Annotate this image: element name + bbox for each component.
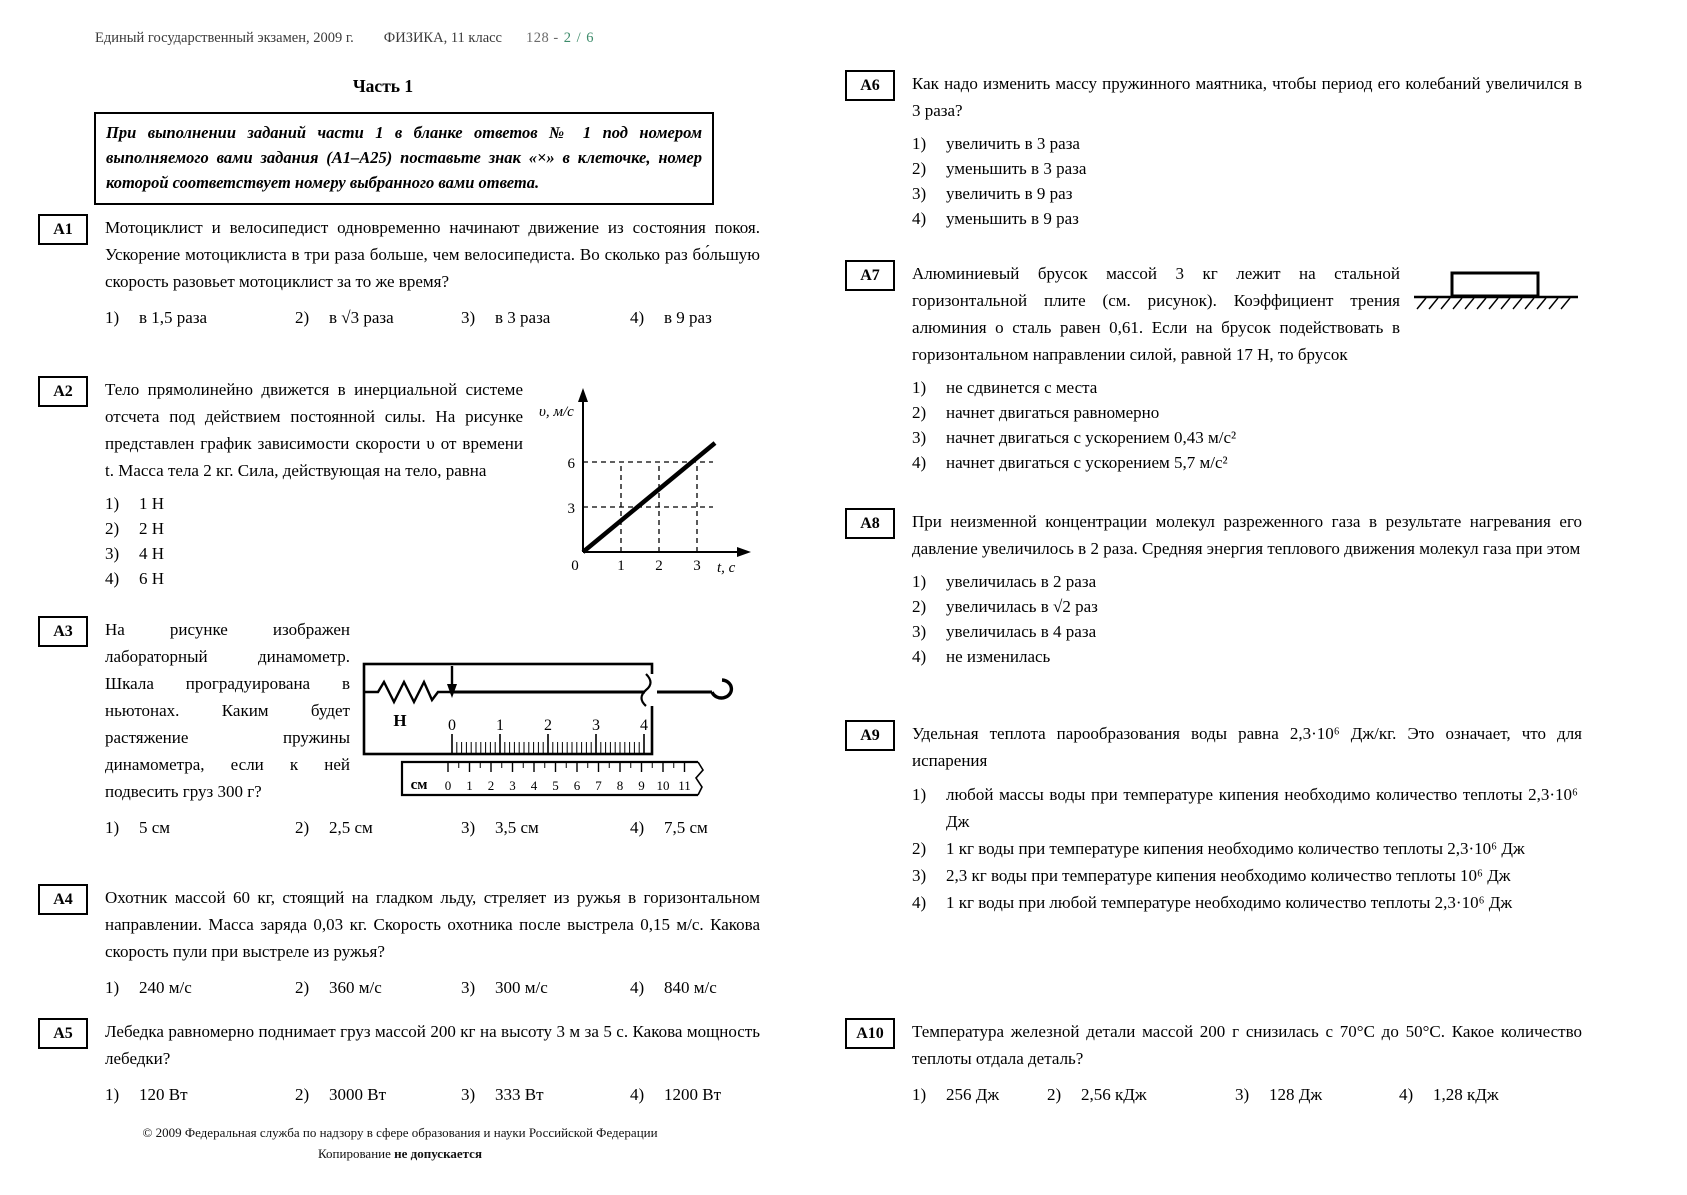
question-a2-text: Тело прямолинейно движется в инерциальной системе отсчета под действием постоянной силы. На рисунке представлен график зависимости скорости υ от времени t. Масса тела 2 кг. Сила, действующая на тело, равна bbox=[105, 380, 523, 480]
option-number: 3) bbox=[912, 622, 927, 641]
option bbox=[912, 594, 1582, 619]
option-number: 1) bbox=[105, 1085, 120, 1104]
question-a8 bbox=[845, 508, 1582, 669]
option-number: 1) bbox=[105, 978, 120, 997]
option-number: 4) bbox=[1399, 1085, 1414, 1104]
option bbox=[105, 1081, 295, 1108]
option-number: 2) bbox=[1047, 1085, 1062, 1104]
x-axis-arrow bbox=[737, 547, 751, 557]
option-number: 2) bbox=[295, 818, 310, 837]
scale-number: 1 bbox=[496, 717, 504, 734]
question-a7-label: А7 bbox=[845, 260, 895, 291]
page-code-suffix: 2 / 6 bbox=[563, 30, 595, 46]
graph-y-tick: 3 bbox=[567, 501, 575, 517]
option-number: 1) bbox=[105, 818, 120, 837]
option bbox=[912, 569, 1582, 594]
option-text: увеличить в 9 раз bbox=[946, 184, 1073, 203]
option bbox=[912, 425, 1582, 450]
ruler-number: 0 bbox=[444, 778, 452, 793]
velocity-line bbox=[583, 443, 715, 552]
copy-notice-text: Копирование bbox=[318, 1146, 395, 1161]
ruler-number: 11 bbox=[678, 778, 691, 793]
option bbox=[295, 814, 461, 841]
option-number: 3) bbox=[105, 544, 120, 563]
question-a6-options bbox=[912, 131, 1582, 231]
dynamometer-unit-label: Н bbox=[393, 711, 407, 730]
option-number: 2) bbox=[105, 519, 120, 538]
option bbox=[912, 156, 1582, 181]
option bbox=[295, 1081, 461, 1108]
option bbox=[912, 889, 1582, 916]
option-text: в 3 раза bbox=[495, 308, 551, 327]
graph-x-tick: 1 bbox=[617, 558, 625, 574]
option-text: не сдвинется с места bbox=[946, 378, 1098, 397]
scale-number: 3 bbox=[592, 717, 600, 734]
option-text: 6 Н bbox=[139, 569, 165, 588]
question-a4-text: Охотник массой 60 кг, стоящий на гладком льду, стреляет из ружья в горизонтальном направлении. Масса заряда 0,03 кг. Скорость охотника после выстрела 0,15 м/с. Какова скорость пули при выстреле из ружья? bbox=[105, 888, 760, 961]
option-text: увеличилась в √2 раз bbox=[946, 597, 1098, 616]
option bbox=[912, 781, 1582, 835]
scale-number: 2 bbox=[544, 717, 552, 734]
option-number: 4) bbox=[630, 1085, 645, 1104]
option-text: 300 м/с bbox=[495, 978, 548, 997]
option bbox=[912, 400, 1582, 425]
option bbox=[461, 974, 630, 1001]
question-a7 bbox=[845, 260, 1582, 475]
question-a2-label: А2 bbox=[38, 376, 88, 407]
option-number: 3) bbox=[912, 184, 927, 203]
option bbox=[461, 304, 630, 331]
graph-y-tick: 6 bbox=[567, 456, 575, 472]
option-text: 128 Дж bbox=[1269, 1085, 1323, 1104]
question-a7-text: Алюминиевый брусок массой 3 кг лежит на стальной горизонтальной плите (см. рисунок). Коэффициент трения алюминия о сталь равен 0,61. Если на брусок подействовать в горизонтальном направлении силой, равной 17 Н, то брусок bbox=[912, 264, 1400, 364]
question-a2 bbox=[38, 376, 760, 591]
option-text: 256 Дж bbox=[946, 1085, 1000, 1104]
option-number: 1) bbox=[105, 494, 120, 513]
copy-notice bbox=[0, 1143, 800, 1164]
option-number: 4) bbox=[912, 453, 927, 472]
scale-number: 0 bbox=[448, 717, 456, 734]
option bbox=[295, 974, 461, 1001]
option-number: 3) bbox=[912, 428, 927, 447]
option bbox=[912, 181, 1582, 206]
option-text: 240 м/с bbox=[139, 978, 192, 997]
option bbox=[912, 644, 1582, 669]
option-number: 4) bbox=[912, 647, 927, 666]
question-a6-text: Как надо изменить массу пружинного маятника, чтобы период его колебаний увеличился в 3 раза? bbox=[912, 74, 1582, 120]
option-text: 3,5 см bbox=[495, 818, 539, 837]
question-a6 bbox=[845, 70, 1582, 231]
option-text: 120 Вт bbox=[139, 1085, 188, 1104]
option-number: 4) bbox=[630, 818, 645, 837]
option-number: 2) bbox=[295, 978, 310, 997]
spring bbox=[364, 682, 450, 702]
option-text: 360 м/с bbox=[329, 978, 382, 997]
question-a3-options bbox=[105, 814, 760, 841]
option bbox=[912, 375, 1582, 400]
option bbox=[461, 1081, 630, 1108]
question-a3 bbox=[38, 616, 760, 841]
question-a3-text: На рисунке изображен лабораторный динамометр. Шкала проградуирована в ньютонах. Каким будет растяжение пружины динамометра, если к ней подвесить груз 300 г? bbox=[105, 620, 350, 801]
ruler-number: 10 bbox=[656, 778, 670, 793]
option-number: 1) bbox=[912, 785, 927, 804]
question-a9 bbox=[845, 720, 1582, 916]
question-a10-options bbox=[912, 1081, 1582, 1108]
option bbox=[1399, 1081, 1582, 1108]
option bbox=[912, 450, 1582, 475]
ruler-number: 2 bbox=[487, 778, 495, 793]
ruler-number: 6 bbox=[573, 778, 581, 793]
question-a5-label: А5 bbox=[38, 1018, 88, 1049]
ruler-number: 9 bbox=[638, 778, 645, 793]
option-text: 1 Н bbox=[139, 494, 165, 513]
option bbox=[295, 304, 461, 331]
option bbox=[912, 862, 1582, 889]
option-text: 4 Н bbox=[139, 544, 165, 563]
option-text: 333 Вт bbox=[495, 1085, 544, 1104]
y-axis-arrow bbox=[578, 388, 588, 402]
option-text: любой массы воды при температуре кипения необходимо количество теплоты 2,3·10⁶ Дж bbox=[946, 785, 1578, 831]
ruler-number: 8 bbox=[616, 778, 624, 793]
option-number: 1) bbox=[912, 134, 927, 153]
option-text: начнет двигаться с ускорением 5,7 м/с² bbox=[946, 453, 1228, 472]
question-a10-label: А10 bbox=[845, 1018, 895, 1049]
option bbox=[105, 516, 523, 541]
option-text: 1 кг воды при любой температуре необходимо количество теплоты 2,3·10⁶ Дж bbox=[946, 893, 1513, 912]
option bbox=[105, 566, 523, 591]
question-a9-options bbox=[912, 781, 1582, 916]
option bbox=[105, 541, 523, 566]
option-number: 2) bbox=[912, 839, 927, 858]
option bbox=[630, 304, 760, 331]
option-text: в 9 раз bbox=[664, 308, 712, 327]
ruler-number: 5 bbox=[552, 778, 559, 793]
question-a1 bbox=[38, 214, 760, 331]
question-a10-text: Температура железной детали массой 200 г снизилась с 70°С до 50°С. Какое количество теплоты отдала деталь? bbox=[912, 1022, 1582, 1068]
exam-title: Единый государственный экзамен, 2009 г. bbox=[95, 30, 354, 46]
option-number: 3) bbox=[461, 308, 476, 327]
option-text: уменьшить в 9 раз bbox=[946, 209, 1079, 228]
subject-title: ФИЗИКА, 11 класс bbox=[383, 30, 502, 46]
option bbox=[461, 814, 630, 841]
question-a9-label: А9 bbox=[845, 720, 895, 751]
page-header bbox=[38, 30, 835, 47]
option-text: начнет двигаться равномерно bbox=[946, 403, 1160, 422]
graph-x-tick: 2 bbox=[655, 558, 663, 574]
option bbox=[630, 1081, 760, 1108]
option-number: 3) bbox=[1235, 1085, 1250, 1104]
question-a1-text: Мотоциклист и велосипедист одновременно начинают движение из состояния покоя. Ускорение мотоциклиста в три раза больше, чем велосипедиста. Во сколько раз бо́льшую скорость разовьет мотоциклист за то же время? bbox=[105, 218, 760, 291]
hook bbox=[712, 680, 731, 698]
option bbox=[912, 131, 1582, 156]
option-text: увеличилась в 4 раза bbox=[946, 622, 1097, 641]
option-text: увеличить в 3 раза bbox=[946, 134, 1080, 153]
option bbox=[105, 814, 295, 841]
question-a4 bbox=[38, 884, 760, 1001]
page-code-prefix: 128 - bbox=[526, 30, 559, 46]
page-footer bbox=[0, 1122, 800, 1164]
option bbox=[912, 206, 1582, 231]
question-a7-options bbox=[912, 375, 1582, 475]
option-text: в 1,5 раза bbox=[139, 308, 208, 327]
option-number: 4) bbox=[912, 209, 927, 228]
option-number: 1) bbox=[105, 308, 120, 327]
option-text: 2,3 кг воды при температуре кипения необходимо количество теплоты 10⁶ Дж bbox=[946, 866, 1511, 885]
option-number: 2) bbox=[912, 159, 927, 178]
option-text: 5 см bbox=[139, 818, 171, 837]
question-a1-label: А1 bbox=[38, 214, 88, 245]
option-number: 1) bbox=[912, 378, 927, 397]
option-number: 4) bbox=[912, 893, 927, 912]
question-a4-label: А4 bbox=[38, 884, 88, 915]
option bbox=[912, 619, 1582, 644]
option-text: 2,5 см bbox=[329, 818, 373, 837]
option-text: уменьшить в 3 раза bbox=[946, 159, 1087, 178]
block-on-plate-figure bbox=[1412, 256, 1582, 314]
ruler-unit-label: см bbox=[410, 777, 428, 793]
option-number: 2) bbox=[295, 308, 310, 327]
question-a10 bbox=[845, 1018, 1582, 1108]
graph-x-tick: 0 bbox=[571, 558, 579, 574]
option bbox=[1047, 1081, 1235, 1108]
option-number: 4) bbox=[630, 978, 645, 997]
option-text: 7,5 см bbox=[664, 818, 708, 837]
option-text: 3000 Вт bbox=[329, 1085, 387, 1104]
graph-x-label: t, с bbox=[717, 560, 736, 576]
option-text: в √3 раза bbox=[329, 308, 394, 327]
option-number: 2) bbox=[912, 597, 927, 616]
option-text: 1200 Вт bbox=[664, 1085, 722, 1104]
question-a3-label: А3 bbox=[38, 616, 88, 647]
option-text: не изменилась bbox=[946, 647, 1051, 666]
option-number: 1) bbox=[912, 572, 927, 591]
option-text: 2 Н bbox=[139, 519, 165, 538]
option-number: 3) bbox=[461, 1085, 476, 1104]
option-number: 1) bbox=[912, 1085, 927, 1104]
ruler-number: 7 bbox=[595, 778, 602, 793]
question-a5-options bbox=[105, 1081, 760, 1108]
question-a1-options bbox=[105, 304, 760, 331]
block bbox=[1452, 273, 1538, 296]
option bbox=[105, 304, 295, 331]
dynamometer-figure bbox=[362, 614, 762, 800]
option-text: увеличилась в 2 раза bbox=[946, 572, 1097, 591]
option bbox=[105, 491, 523, 516]
question-a9-text: Удельная теплота парообразования воды равна 2,3·10⁶ Дж/кг. Это означает, что для испарения bbox=[912, 724, 1582, 770]
option-text: 1,28 кДж bbox=[1433, 1085, 1499, 1104]
option bbox=[105, 974, 295, 1001]
option-number: 4) bbox=[105, 569, 120, 588]
option-number: 3) bbox=[461, 978, 476, 997]
option bbox=[630, 814, 760, 841]
question-a8-options bbox=[912, 569, 1582, 669]
option-number: 4) bbox=[630, 308, 645, 327]
option-number: 3) bbox=[461, 818, 476, 837]
question-a8-text: При неизменной концентрации молекул разреженного газа в результате нагревания его давление увеличилось в 2 раза. Средняя энергия теплового движения молекул газа при этом bbox=[912, 512, 1582, 558]
option bbox=[912, 835, 1582, 862]
instruction-box: При выполнении заданий части 1 в бланке ответов № 1 под номером выполняемого вами задания (А1–А25) поставьте знак «×» в клеточке, номер которой соответствует номеру выбранного вами ответа. bbox=[94, 112, 714, 205]
copy-notice-bold: не допускается bbox=[394, 1146, 482, 1161]
option-text: 2,56 кДж bbox=[1081, 1085, 1147, 1104]
option-number: 2) bbox=[295, 1085, 310, 1104]
option bbox=[912, 1081, 1047, 1108]
ruler-number: 4 bbox=[530, 778, 538, 793]
ruler-number: 3 bbox=[509, 778, 516, 793]
copyright-line: © 2009 Федеральная служба по надзору в сфере образования и науки Российской Федерации bbox=[142, 1125, 658, 1140]
question-a6-label: А6 bbox=[845, 70, 895, 101]
question-a5 bbox=[38, 1018, 760, 1108]
graph-x-tick: 3 bbox=[693, 558, 701, 574]
part-title: Часть 1 bbox=[352, 76, 414, 96]
option-number: 3) bbox=[912, 866, 927, 885]
option-text: начнет двигаться с ускорением 0,43 м/с² bbox=[946, 428, 1237, 447]
question-a4-options bbox=[105, 974, 760, 1001]
velocity-time-graph bbox=[537, 380, 762, 580]
question-a5-text: Лебедка равномерно поднимает груз массой 200 кг на высоту 3 м за 5 с. Какова мощность лебедки? bbox=[105, 1022, 760, 1068]
option-text: 840 м/с bbox=[664, 978, 717, 997]
option-text: 1 кг воды при температуре кипения необходимо количество теплоты 2,3·10⁶ Дж bbox=[946, 839, 1525, 858]
ruler-number: 1 bbox=[466, 778, 473, 793]
question-a8-label: А8 bbox=[845, 508, 895, 539]
option bbox=[1235, 1081, 1399, 1108]
option-number: 2) bbox=[912, 403, 927, 422]
ruler-torn-edge bbox=[696, 762, 703, 795]
hatching bbox=[1417, 298, 1570, 309]
option bbox=[630, 974, 760, 1001]
graph-y-label: υ, м/с bbox=[539, 404, 574, 420]
scale-number: 4 bbox=[640, 717, 648, 734]
